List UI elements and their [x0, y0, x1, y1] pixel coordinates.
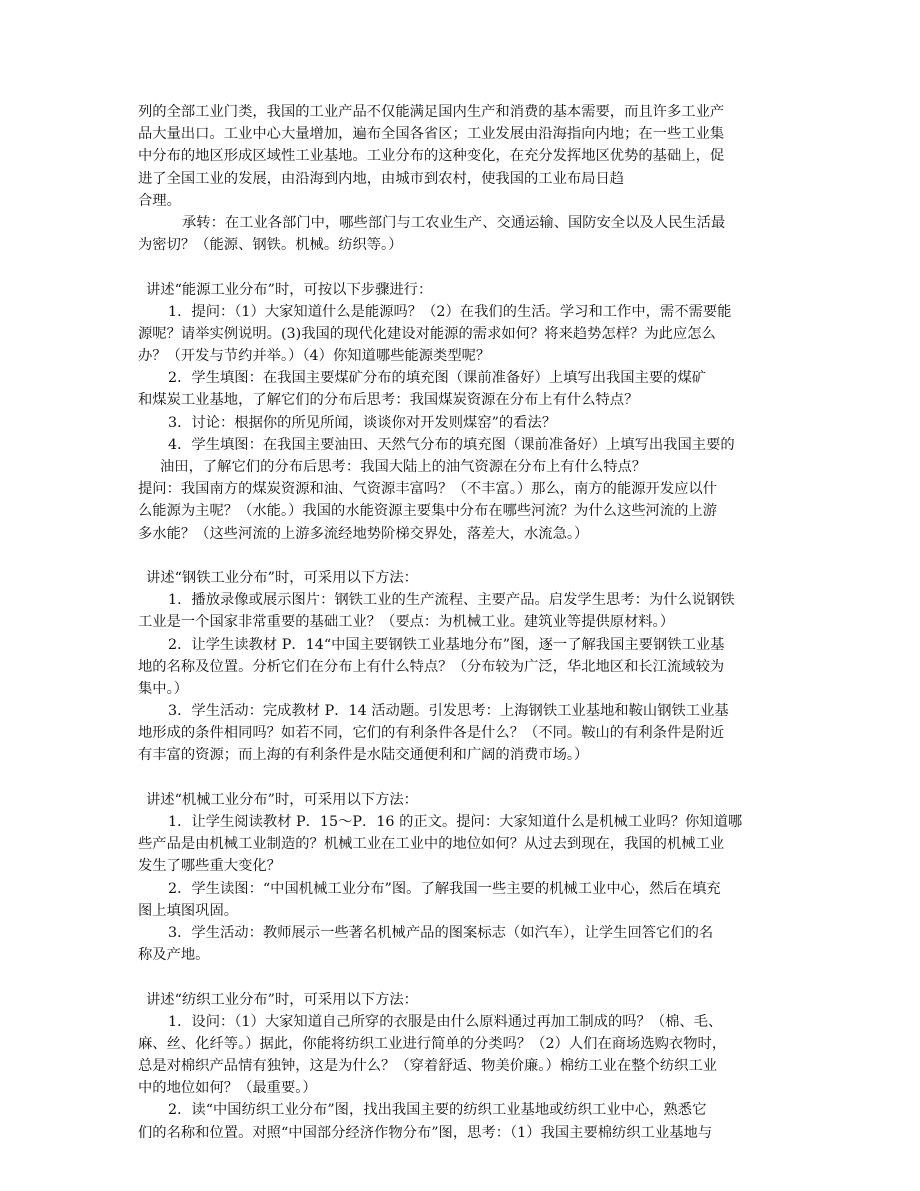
text-line: 列的全部工业门类，我国的工业产品不仅能满足国内生产和消费的基本需要，而且许多工业产 — [138, 104, 725, 120]
text-line: 中分布的地区形成区域性工业基地。工业分布的这种变化，在充分发挥地区优势的基础上，促 — [138, 148, 725, 165]
text-line: 图上填图巩固。 — [138, 902, 239, 919]
text-line: 有丰富的资源；而上海的有利条件是水陆交通便利和广阔的消费市场。） — [138, 747, 589, 764]
text-line: 地的名称及位置。分析它们在分布上有什么特点？（分布较为广泛，华北地区和长江流域较为 — [138, 658, 725, 675]
text-line: 为密切？（能源、钢铁。机械。纺织等。） — [138, 237, 403, 254]
text-line: 3．讨论：根据你的所见所闻，谈谈你对开发则煤窑”的看法？ — [168, 414, 557, 431]
text-line: 讲述“机械工业分布”时，可采用以下方法： — [146, 791, 418, 808]
text-line: 提问：我国南方的煤炭资源和油、气资源丰富吗？（不丰富。）那么，南方的能源开发应以什 — [138, 481, 718, 498]
text-line: 发生了哪些重大变化？ — [138, 858, 281, 875]
text-line: 工业是一个国家非常重要的基础工业？（要点：为机械工业。建筑业等提供原材料。） — [138, 614, 675, 631]
text-line: 进了全国工业的发展，由沿海到内地，由城市到农村，使我国的工业布局日趋 — [138, 170, 625, 187]
text-line: 麻、丝、化纤等。）据此，你能将纺织工业进行简单的分类吗？（2）人们在商场选购衣物时， — [138, 1035, 727, 1052]
blank-line — [138, 256, 788, 278]
text-line: 2．学生填图：在我国主要煤矿分布的填充图（课前准备好）上填写出我国主要的煤矿 — [168, 370, 707, 387]
text-line: 1．设问：（1）大家知道自己所穿的衣服是由什么原料通过再加工制成的吗？（棉、毛、 — [168, 1013, 723, 1030]
text-line: 合理。 — [138, 192, 181, 209]
text-line: 办？（开发与节约并举。）（4）你知道哪些能源类型呢？ — [138, 348, 491, 365]
text-line: 油田，了解它们的分布后思考：我国大陆上的油气资源在分布上有什么特点？ — [160, 459, 647, 475]
text-line: 3．学生活动：完成教材 P．14 活动题。引发思考：上海钢铁工业基地和鞍山钢铁工业基 — [168, 703, 729, 720]
blank-line — [138, 767, 788, 789]
text-line: 品大量出口。工业中心大量增加，遍布全国各省区；工业发展由沿海指向内地；在一些工业集 — [138, 126, 725, 143]
text-line: 讲述“纺织工业分布”时，可采用以下方法： — [146, 991, 418, 1008]
text-line: 称及产地。 — [138, 947, 210, 964]
text-line: 4．学生填图：在我国主要油田、天然气分布的填充图（课前准备好）上填写出我国主要的 — [168, 436, 735, 453]
text-line: 些产品是由机械工业制造的？机械工业在工业中的地位如何？从过去到现在，我国的机械工业 — [138, 836, 725, 853]
text-line: 么能源为主呢？（水能。）我国的水能资源主要集中分布在哪些河流？为什么这些河流的上游 — [138, 503, 718, 520]
text-line: 1．播放录像或展示图片：钢铁工业的生产流程、主要产品。启发学生思考：为什么说钢铁 — [168, 592, 735, 609]
text-line: 源呢？请举实例说明。(3)我国的现代化建设对能源的需求如何？将来趋势怎样？为此应怎么 — [138, 325, 716, 342]
text-line: 2．学生读图：“中国机械工业分布”图。了解我国一些主要的机械工业中心，然后在填充 — [168, 880, 721, 897]
text-line: 们的名称和位置。对照“中国部分经济作物分布”图，思考：（1）我国主要棉纺织工业基地与 — [138, 1124, 713, 1141]
text-line: 多水能？（这些河流的上游多流经地势阶梯交界处，落差大，水流急。） — [138, 525, 589, 542]
text-line: 3．学生活动：教师展示一些著名机械产品的图案标志（如汽车），让学生回答它们的名 — [168, 924, 714, 941]
blank-line — [138, 966, 788, 988]
text-line: 1．提问：（1）大家知道什么是能源吗？（2）在我们的生活。学习和工作中，需不需要能 — [168, 303, 732, 320]
text-line: 2．读“中国纺织工业分布”图，找出我国主要的纺织工业基地或纺织工业中心，熟悉它 — [168, 1102, 707, 1119]
text-line: 地形成的条件相同吗？如若不同，它们的有利条件各是什么？（不同。鞍山的有利条件是附近 — [138, 725, 725, 742]
text-line: 讲述“能源工业分布”时，可按以下步骤进行： — [146, 281, 433, 298]
text-line: 2．让学生读教材 P．14“中国主要钢铁工业基地分布”图，逐一了解我国主要钢铁工业基 — [168, 636, 725, 653]
text-line: 总是对棉织产品情有独钟，这是为什么？（穿着舒适、物美价廉。）棉纺工业在整个纺织工业 — [138, 1058, 718, 1075]
text-line: 承转：在工业各部门中，哪些部门与工农业生产、交通运输、国防安全以及人民生活最 — [182, 214, 726, 231]
text-line: 1．让学生阅读教材 P．15～P．16 的正文。提问：大家知道什么是机械工业吗？你知道哪 — [168, 814, 743, 830]
document-body — [138, 101, 788, 1144]
text-line: 和煤炭工业基地，了解它们的分布后思考：我国煤炭资源在分布上有什么特点？ — [138, 392, 639, 409]
blank-line — [138, 545, 788, 567]
text-line: 中的地位如何？（最重要。） — [138, 1080, 317, 1097]
text-line: 集中。） — [138, 680, 189, 697]
text-line: 讲述“钢铁工业分布”时，可采用以下方法： — [146, 569, 418, 586]
